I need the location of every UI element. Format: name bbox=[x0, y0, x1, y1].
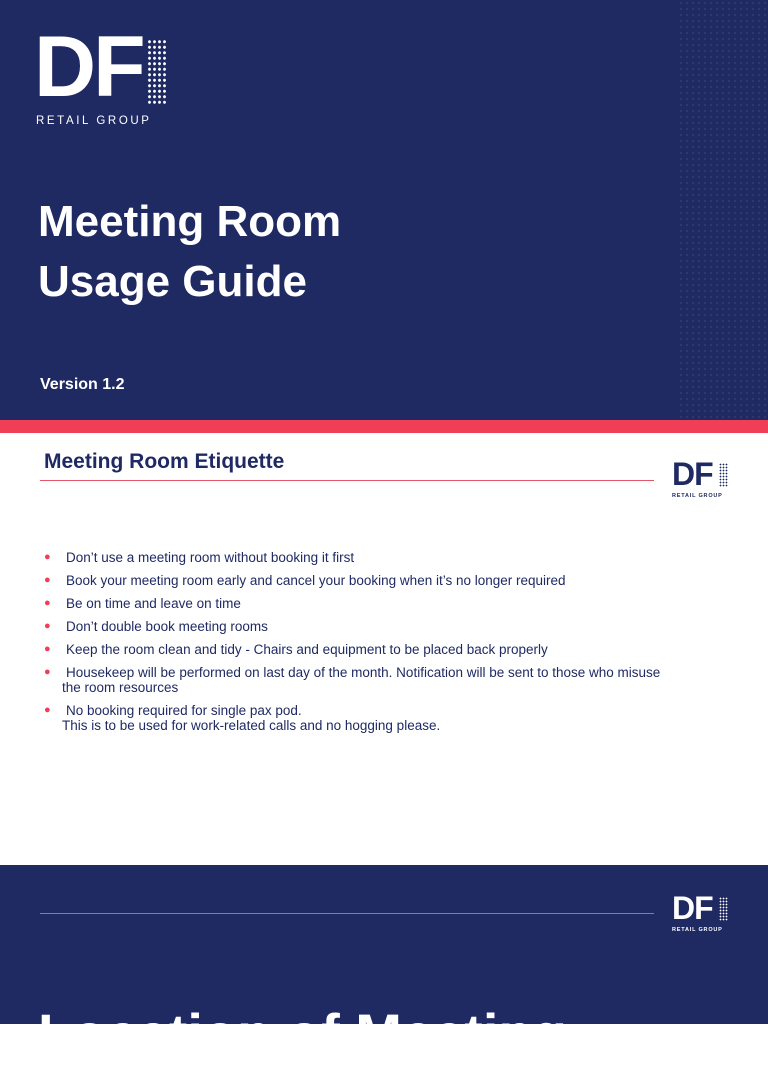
list-item-text: Don’t double book meeting rooms bbox=[66, 619, 268, 634]
location-slide bbox=[0, 865, 768, 1065]
list-item-text: Be on time and leave on time bbox=[66, 596, 241, 611]
bullet-dot-icon: ● bbox=[44, 574, 51, 586]
location-title: Location of Meeting bbox=[38, 1002, 567, 1065]
cover-title bbox=[38, 192, 341, 312]
logo-letters: DF bbox=[672, 456, 713, 492]
list-item bbox=[42, 550, 722, 565]
list-item bbox=[42, 619, 722, 634]
logo-letters: DF bbox=[34, 19, 143, 115]
logo-dot-matrix-icon bbox=[719, 897, 728, 921]
list-item-text: Book your meeting room early and cancel your booking when it’s no longer required bbox=[66, 573, 566, 588]
bullet-dot-icon: ● bbox=[44, 551, 51, 563]
list-item-text: Housekeep will be performed on last day of the month. Notification will be sent to those who misuse bbox=[66, 665, 661, 680]
list-item-text: Don’t use a meeting room without booking it first bbox=[66, 550, 355, 565]
list-item bbox=[42, 573, 722, 588]
bullet-dot-icon: ● bbox=[44, 666, 51, 678]
title-underline bbox=[40, 913, 654, 914]
list-item-text: Keep the room clean and tidy - Chairs and equipment to be placed back properly bbox=[66, 642, 548, 657]
version-label: Version 1.2 bbox=[40, 376, 125, 393]
list-item bbox=[42, 642, 722, 657]
cover-title-line1: Meeting Room bbox=[38, 197, 342, 246]
title-underline bbox=[40, 480, 654, 481]
list-item-text-continued: the room resources bbox=[62, 680, 179, 695]
dfi-logo bbox=[34, 19, 168, 131]
accent-divider-band bbox=[0, 420, 768, 433]
logo-dot-matrix-icon bbox=[147, 39, 167, 105]
logo-subtitle: RETAIL GROUP bbox=[672, 493, 723, 499]
cover-slide bbox=[0, 0, 768, 420]
logo-dot-matrix-icon bbox=[719, 463, 728, 487]
list-item-text: No booking required for single pax pod. bbox=[66, 703, 302, 718]
etiquette-title: Meeting Room Etiquette bbox=[44, 450, 285, 473]
bullet-dot-icon: ● bbox=[44, 704, 51, 716]
logo-letters: DF bbox=[672, 890, 713, 926]
logo-subtitle: RETAIL GROUP bbox=[36, 115, 152, 127]
bullet-dot-icon: ● bbox=[44, 620, 51, 632]
list-item bbox=[42, 665, 722, 695]
decorative-dot-pattern bbox=[678, 0, 768, 420]
list-item-text-continued: This is to be used for work-related calls and no hogging please. bbox=[62, 718, 441, 733]
bullet-dot-icon: ● bbox=[44, 643, 51, 655]
etiquette-slide bbox=[0, 433, 768, 865]
dfi-logo-small bbox=[672, 890, 732, 937]
list-item bbox=[42, 596, 722, 611]
logo-subtitle: RETAIL GROUP bbox=[672, 927, 723, 933]
bullet-dot-icon: ● bbox=[44, 597, 51, 609]
list-item bbox=[42, 703, 722, 733]
cover-title-line2: Usage Guide bbox=[38, 257, 307, 306]
dfi-logo-small bbox=[672, 456, 732, 503]
etiquette-list bbox=[42, 550, 722, 741]
